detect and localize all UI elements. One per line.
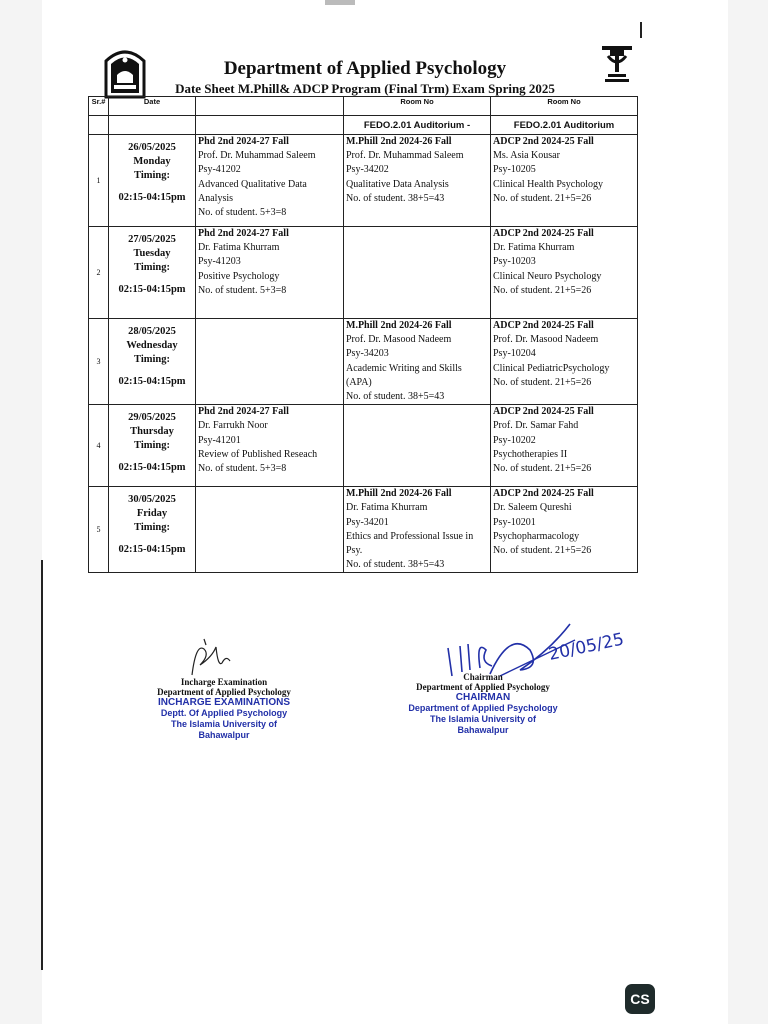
row-time: 02:15-04:15pm [118, 192, 186, 203]
row-timing-label: Timing: [134, 170, 170, 181]
session-cell-3 [491, 227, 638, 319]
session-program: ADCP 2nd 2024-25 Fall [493, 488, 594, 500]
session-detail: Psychotherapies II [493, 448, 568, 460]
table-row [89, 135, 638, 227]
row-date: 26/05/2025 [128, 142, 176, 153]
chairman-dept: Department of Applied Psychology [416, 682, 550, 692]
session-detail: Psy-10205 [493, 164, 536, 176]
session-detail: Prof. Dr. Masood Nadeem [346, 334, 452, 346]
table-row [89, 405, 638, 487]
session-program: ADCP 2nd 2024-25 Fall [493, 228, 594, 239]
row-day: Wednesday [126, 340, 178, 351]
session-cell-1 [196, 487, 344, 573]
page-subtitle: Date Sheet M.Phill& ADCP Program (Final Trm) Exam Spring 2025 [175, 81, 555, 96]
session-detail: No. of student. 21+5=26 [493, 376, 592, 388]
row-serial: 3 [89, 319, 109, 405]
page-edge-line [41, 560, 43, 970]
row-serial: 2 [89, 227, 109, 319]
session-detail: Psy-34201 [346, 516, 389, 528]
session-program: Phd 2nd 2024-27 Fall [198, 228, 289, 239]
row-day: Tuesday [133, 248, 171, 259]
chairman-stamp-line1: CHAIRMAN [455, 692, 511, 703]
session-detail: Academic Writing and Skills (APA) [346, 362, 462, 388]
incharge-title: Incharge Examination [180, 677, 268, 687]
row-time: 02:15-04:15pm [118, 376, 186, 387]
incharge-stamp [150, 697, 298, 741]
session-detail: No. of student. 21+5=26 [493, 545, 592, 557]
date-cell [109, 487, 196, 573]
session-detail: No. of student. 5+3=8 [198, 463, 287, 475]
table-row [89, 487, 638, 573]
row-serial: 5 [89, 487, 109, 573]
row-time: 02:15-04:15pm [118, 284, 186, 295]
table-row [89, 319, 638, 405]
date-sheet-table [88, 96, 638, 573]
handwritten-date: 20/05/25 [546, 629, 626, 665]
chairman-title: Chairman [463, 672, 503, 682]
session-detail: Positive Psychology [198, 270, 280, 282]
incharge-signature-block [150, 637, 298, 741]
session-detail: Psy-41203 [198, 256, 241, 268]
row-date: 30/05/2025 [128, 494, 176, 506]
session-detail: No. of student. 38+5=43 [346, 192, 445, 204]
incharge-stamp-line2: Deptt. Of Applied Psychology [160, 708, 288, 718]
camscanner-badge[interactable]: CS [625, 984, 655, 1014]
session-detail: No. of student. 21+5=26 [493, 192, 592, 204]
col-blank-header [196, 97, 344, 116]
session-cell-2 [344, 487, 491, 573]
session-cell-2 [344, 319, 491, 405]
session-cell-1 [196, 405, 344, 487]
row-day: Monday [133, 156, 171, 167]
session-detail: Dr. Fatima Khurram [198, 242, 280, 254]
table-header-row [89, 97, 638, 116]
session-detail: Psy-10204 [493, 348, 536, 360]
session-detail: Prof. Dr. Samar Fahd [493, 420, 579, 432]
incharge-signature [182, 637, 242, 681]
row-timing-label: Timing: [134, 440, 170, 452]
chairman-stamp [408, 692, 558, 736]
session-detail: Psy-10202 [493, 434, 536, 446]
session-detail: No. of student. 21+5=26 [493, 463, 592, 475]
session-detail: Dr. Farrukh Noor [198, 420, 268, 432]
col-date-header: Date [109, 97, 196, 116]
room-row [89, 116, 638, 135]
session-detail: Dr. Fatima Khurram [346, 502, 428, 514]
session-detail: Ethics and Professional Issue in Psy. [346, 530, 474, 557]
session-detail: No. of student. 21+5=26 [493, 284, 592, 296]
session-cell-2 [344, 135, 491, 227]
session-detail: No. of student. 38+5=43 [346, 559, 445, 571]
emblem-icon [600, 42, 634, 84]
session-detail: Psy-34202 [346, 164, 389, 176]
session-detail: Clinical PediatricPsychology [493, 362, 610, 374]
row-day: Friday [136, 508, 168, 520]
row-day: Thursday [130, 426, 174, 438]
session-detail: Prof. Dr. Muhammad Saleem [198, 150, 316, 162]
session-cell-3 [491, 135, 638, 227]
row-timing-label: Timing: [134, 354, 170, 365]
session-cell-1 [196, 227, 344, 319]
incharge-stamp-line3: The Islamia University of Bahawalpur [170, 719, 278, 740]
row-timing-label: Timing: [134, 262, 170, 273]
session-cell-3 [491, 487, 638, 573]
room1-label: FEDO.2.01 Auditorium - [344, 116, 491, 135]
session-program: ADCP 2nd 2024-25 Fall [493, 320, 594, 331]
session-detail: Ms. Asia Kousar [493, 150, 560, 162]
session-cell-1 [196, 135, 344, 227]
session-cell-2 [344, 227, 491, 319]
session-detail: No. of student. 5+3=8 [198, 207, 287, 219]
scan-artifact [325, 0, 355, 5]
session-detail: Prof. Dr. Muhammad Saleem [346, 150, 464, 162]
date-cell [109, 405, 196, 487]
session-detail: Psychopharmacology [493, 530, 580, 542]
university-logo-icon [102, 47, 148, 99]
room2-label: FEDO.2.01 Auditorium [491, 116, 638, 135]
date-cell [109, 227, 196, 319]
row-serial: 4 [89, 405, 109, 487]
session-detail: Dr. Fatima Khurram [493, 242, 575, 254]
date-cell [109, 135, 196, 227]
session-detail: Psy-34203 [346, 348, 389, 360]
session-program: ADCP 2nd 2024-25 Fall [493, 136, 594, 147]
session-program: ADCP 2nd 2024-25 Fall [493, 406, 594, 418]
session-program: Phd 2nd 2024-27 Fall [198, 406, 289, 418]
incharge-stamp-line1: INCHARGE EXAMINATIONS [157, 697, 291, 708]
table-row [89, 227, 638, 319]
session-program: M.Phill 2nd 2024-26 Fall [346, 488, 452, 500]
session-detail: No. of student. 5+3=8 [198, 284, 287, 296]
session-program: M.Phill 2nd 2024-26 Fall [346, 320, 452, 331]
chairman-stamp-line3: The Islamia University of Bahawalpur [429, 714, 537, 735]
session-cell-3 [491, 319, 638, 405]
date-cell [109, 319, 196, 405]
session-detail: Psy-10203 [493, 256, 536, 268]
row-time: 02:15-04:15pm [118, 462, 186, 474]
session-detail: Prof. Dr. Masood Nadeem [493, 334, 599, 346]
session-detail: Dr. Saleem Qureshi [493, 502, 572, 514]
incharge-dept: Department of Applied Psychology [157, 687, 291, 697]
session-detail: Qualitative Data Analysis [346, 178, 449, 190]
session-program: M.Phill 2nd 2024-26 Fall [346, 136, 452, 147]
session-program: Phd 2nd 2024-27 Fall [198, 136, 289, 147]
page-title: Department of Applied Psychology [223, 58, 507, 79]
col-room1-header: Room No [344, 97, 491, 116]
session-detail: Clinical Health Psychology [493, 178, 603, 190]
row-timing-label: Timing: [134, 522, 170, 534]
session-detail: Psy-10201 [493, 516, 536, 528]
session-detail: Psy-41201 [198, 434, 241, 446]
session-cell-1 [196, 319, 344, 405]
session-detail: No. of student. 38+5=43 [346, 391, 445, 403]
row-date: 27/05/2025 [128, 234, 176, 245]
session-detail: Clinical Neuro Psychology [493, 270, 602, 282]
row-serial: 1 [89, 135, 109, 227]
session-cell-3 [491, 405, 638, 487]
session-detail: Advanced Qualitative Data Analysis [198, 178, 307, 204]
chairman-signature-block [408, 672, 558, 736]
row-date: 29/05/2025 [128, 412, 176, 424]
col-sr-header: Sr.# [89, 97, 109, 116]
page-edge-mark [640, 22, 642, 38]
session-detail: Psy-41202 [198, 164, 241, 176]
row-date: 28/05/2025 [128, 326, 176, 337]
col-room2-header: Room No [491, 97, 638, 116]
session-cell-2 [344, 405, 491, 487]
chairman-stamp-line2: Department of Applied Psychology [408, 703, 558, 713]
row-time: 02:15-04:15pm [118, 544, 186, 556]
session-detail: Review of Published Reseach [198, 448, 318, 460]
